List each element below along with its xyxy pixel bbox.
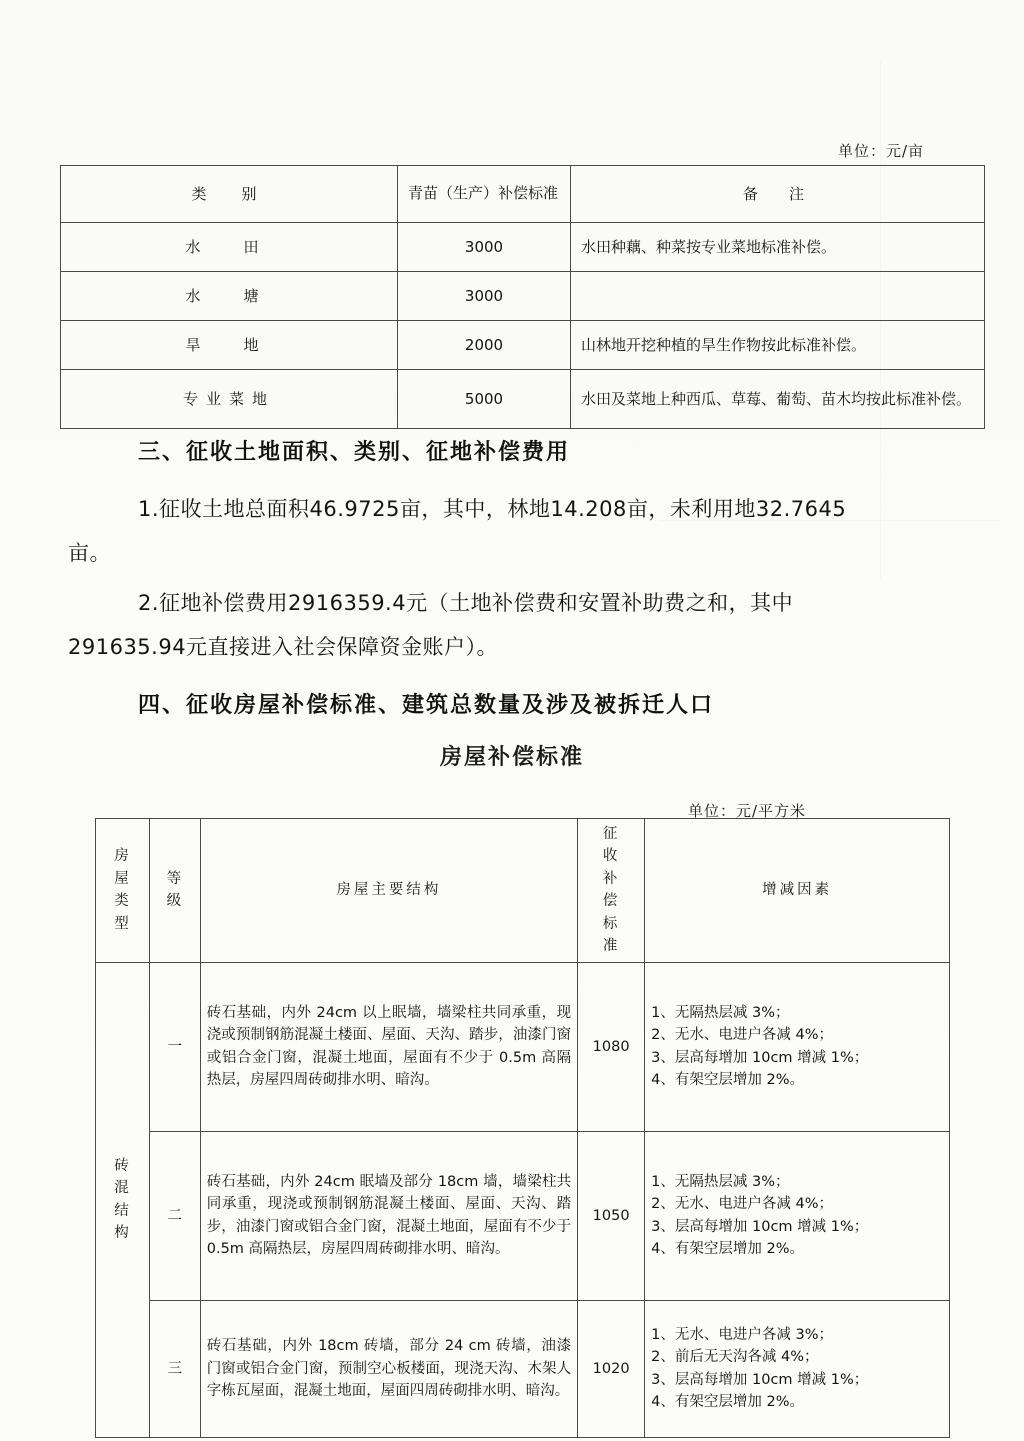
factor-item: 4、有架空层增加 2%。	[651, 1241, 805, 1258]
header-house-type-text: 房屋类型	[114, 848, 131, 932]
table-row	[96, 1131, 950, 1300]
cell-standard: 3000	[398, 223, 571, 272]
cell-standard: 1020	[578, 1300, 645, 1437]
cell-category: 水 塘	[61, 272, 398, 321]
table-row	[61, 370, 985, 429]
header-grade-text: 等级	[166, 870, 184, 910]
unit-note-crop-table: 单位：元/亩	[838, 142, 925, 160]
cell-standard: 5000	[398, 370, 571, 429]
header-note: 备 注	[571, 166, 985, 223]
table-row	[96, 819, 950, 963]
header-house-type	[96, 819, 150, 963]
cell-standard: 3000	[398, 272, 571, 321]
house-table-title: 房屋补偿标准	[439, 745, 584, 770]
paragraph-land-area: 1.征收土地总面积46.9725亩，其中，林地14.208亩，未利用地32.7645	[138, 497, 847, 521]
table-row	[96, 962, 950, 1131]
header-standard-text: 青苗（生产）补偿标准	[408, 184, 559, 203]
cell-structure: 砖石基础，内外 24cm 眠墙及部分 18cm 墙，墙梁柱共同承重，现浇或预制钢筋混凝土楼面、屋面、天沟、踏步，油漆门窗或铝合金门窗，混凝土地面，屋面有不少于 0.5m 高隔热层，房屋四周砖砌排水明、暗沟。	[200, 1131, 577, 1300]
cell-note: 水田种藕、种菜按专业菜地标准补偿。	[571, 223, 985, 272]
factor-item: 2、无水、电进户各减 4%；	[651, 1196, 834, 1213]
cell-house-type-text: 砖混结构	[114, 1157, 131, 1242]
crop-compensation-table	[60, 165, 985, 429]
factor-item: 1、无隔热层减 3%；	[651, 1004, 790, 1021]
section-four-heading: 四、征收房屋补偿标准、建筑总数量及涉及被拆迁人口	[138, 693, 715, 718]
factor-item: 1、无隔热层减 3%；	[651, 1173, 790, 1190]
table-row	[96, 1300, 950, 1437]
cell-grade: 二	[149, 1131, 200, 1300]
cell-factors	[645, 1131, 950, 1300]
cell-category: 旱 地	[61, 321, 398, 370]
factor-item: 3、层高每增加 10cm 增减 1%；	[651, 1371, 869, 1388]
unit-note-house-table: 单位：元/平方米	[688, 802, 807, 820]
cell-structure: 砖石基础，内外 24cm 以上眠墙，墙梁柱共同承重，现浇或预制钢筋混凝土楼面、屋面、天沟、踏步，油漆门窗或铝合金门窗，混凝土地面，屋面有不少于 0.5m 高隔热层，房屋四周砖砌排水明、暗沟。	[200, 962, 577, 1131]
table-row	[61, 223, 985, 272]
factor-item: 2、前后无天沟各减 4%；	[651, 1349, 819, 1366]
factor-list	[651, 1324, 943, 1414]
factor-item: 3、层高每增加 10cm 增减 1%；	[651, 1218, 869, 1235]
header-standard	[578, 819, 645, 963]
cell-factors	[645, 962, 950, 1131]
cell-note	[571, 272, 985, 321]
header-factors: 增减因素	[645, 819, 950, 963]
cell-grade: 三	[149, 1300, 200, 1437]
paragraph-land-area-continued: 亩。	[68, 541, 111, 565]
cell-category: 专业菜地	[61, 370, 398, 429]
factor-list	[651, 1171, 943, 1261]
house-compensation-table	[95, 818, 950, 1438]
header-grade	[149, 819, 200, 963]
paragraph-compensation-fee: 2.征地补偿费用2916359.4元（土地补偿费和安置补助费之和，其中	[138, 591, 794, 615]
cell-grade: 一	[149, 962, 200, 1131]
factor-item: 4、有架空层增加 2%。	[651, 1394, 805, 1411]
header-standard	[398, 166, 571, 223]
cell-standard: 1050	[578, 1131, 645, 1300]
table-row	[61, 166, 985, 223]
table-row	[61, 272, 985, 321]
cell-standard: 2000	[398, 321, 571, 370]
cell-note: 山林地开挖种植的旱生作物按此标准补偿。	[571, 321, 985, 370]
cell-standard: 1080	[578, 962, 645, 1131]
cell-structure: 砖石基础，内外 18cm 砖墙，部分 24 cm 砖墙，油漆门窗或铝合金门窗，预制空心板楼面，现浇天沟、木架人字栋瓦屋面，混凝土地面，屋面四周砖砌排水明、暗沟。	[200, 1300, 577, 1437]
factor-item: 4、有架空层增加 2%。	[651, 1072, 805, 1089]
factor-item: 1、无水、电进户各减 3%；	[651, 1326, 834, 1343]
header-standard-text: 征收补偿标准	[602, 826, 620, 955]
factor-item: 3、层高每增加 10cm 增减 1%；	[651, 1049, 869, 1066]
paragraph-compensation-fee-continued: 291635.94元直接进入社会保障资金账户）。	[68, 635, 499, 659]
header-category: 类 别	[61, 166, 398, 223]
factor-list	[651, 1002, 943, 1092]
cell-category: 水 田	[61, 223, 398, 272]
cell-note: 水田及菜地上种西瓜、草莓、葡萄、苗木均按此标准补偿。	[571, 370, 985, 429]
table-row	[61, 321, 985, 370]
header-structure: 房屋主要结构	[200, 819, 577, 963]
factor-item: 2、无水、电进户各减 4%；	[651, 1027, 834, 1044]
cell-house-type	[96, 962, 150, 1437]
cell-factors	[645, 1300, 950, 1437]
section-three-heading: 三、征收土地面积、类别、征地补偿费用	[138, 440, 571, 465]
